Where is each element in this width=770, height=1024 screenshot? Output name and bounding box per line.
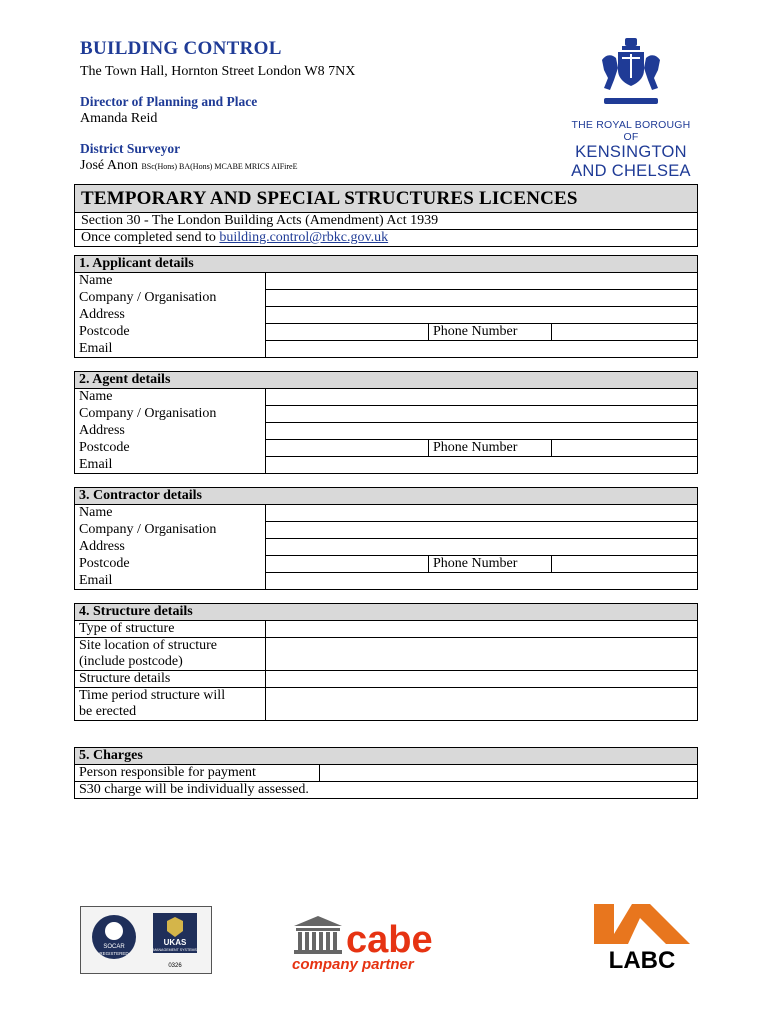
applicant-address-field[interactable]	[266, 307, 698, 324]
charges-person-label: Person responsible for payment	[75, 765, 320, 782]
charges-table	[74, 747, 698, 799]
structure-site-line2: (include postcode)	[79, 654, 183, 669]
contractor-email-label: Email	[75, 573, 266, 590]
structure-details-field[interactable]	[266, 671, 698, 688]
rbkc-line1: THE ROYAL BOROUGH OF	[571, 119, 691, 143]
cabe-logo	[290, 910, 460, 972]
contractor-company-field[interactable]	[266, 522, 698, 539]
contractor-postcode-label: Postcode	[75, 556, 266, 573]
agent-postcode-label: Postcode	[75, 440, 266, 457]
structure-site-field[interactable]	[266, 638, 698, 671]
structure-site-label	[75, 638, 266, 671]
agent-company-label: Company / Organisation	[75, 406, 266, 423]
director-title: Director of Planning and Place	[80, 94, 258, 109]
rbkc-line3: AND CHELSEA	[571, 162, 691, 180]
structure-site-line1: Site location of structure	[79, 638, 218, 653]
structure-type-field[interactable]	[266, 621, 698, 638]
charges-person-field[interactable]	[320, 765, 698, 782]
agent-heading: 2. Agent details	[75, 372, 698, 389]
contractor-email-field[interactable]	[266, 573, 698, 590]
applicant-heading: 1. Applicant details	[75, 256, 698, 273]
applicant-name-field[interactable]	[266, 273, 698, 290]
contractor-name-field[interactable]	[266, 505, 698, 522]
surveyor-name: José Anon	[80, 158, 138, 173]
contractor-phone-field[interactable]	[552, 556, 698, 573]
coat-of-arms-icon	[596, 36, 666, 110]
contractor-name-label: Name	[75, 505, 266, 522]
agent-company-field[interactable]	[266, 406, 698, 423]
applicant-phone-field[interactable]	[552, 324, 698, 341]
labc-roof-icon	[592, 902, 692, 972]
structure-time-label	[75, 688, 266, 721]
form-title-box	[74, 184, 698, 247]
charges-note: S30 charge will be individually assessed.	[75, 782, 698, 799]
applicant-name-label: Name	[75, 273, 266, 290]
agent-address-field[interactable]	[266, 423, 698, 440]
applicant-email-label: Email	[75, 341, 266, 358]
org-address: The Town Hall, Hornton Street London W8 7NX	[80, 64, 356, 79]
form-title: TEMPORARY AND SPECIAL STRUCTURES LICENCES	[75, 185, 697, 212]
email-link[interactable]: building.control@rbkc.gov.uk	[219, 230, 389, 245]
cabe-word: cabe	[346, 919, 433, 961]
org-title: BUILDING CONTROL	[80, 38, 282, 59]
applicant-phone-label: Phone Number	[429, 324, 552, 341]
ukas-text4: MANAGEMENT SYSTEMS	[153, 948, 197, 952]
ukas-text2: REGISTERED	[99, 951, 129, 956]
header-block	[80, 38, 500, 174]
applicant-postcode-label: Postcode	[75, 324, 266, 341]
structure-details-label: Structure details	[75, 671, 266, 688]
applicant-table	[74, 255, 698, 358]
director-name: Amanda Reid	[80, 111, 158, 126]
send-prefix: Once completed send to	[81, 230, 220, 245]
contractor-address-field[interactable]	[266, 539, 698, 556]
agent-name-label: Name	[75, 389, 266, 406]
ukas-logo	[80, 906, 212, 974]
contractor-postcode-field[interactable]	[266, 556, 429, 573]
contractor-heading: 3. Contractor details	[75, 488, 698, 505]
surveyor-quals: BSc(Hons) BA(Hons) MCABE MRICS AIFireE	[141, 162, 298, 171]
applicant-postcode-field[interactable]	[266, 324, 429, 341]
form-subtitle: Section 30 - The London Building Acts (Amendment) Act 1939	[75, 212, 697, 229]
surveyor-title: District Surveyor	[80, 141, 181, 156]
cabe-sub: company partner	[292, 956, 414, 972]
labc-word: LABC	[608, 947, 676, 972]
agent-phone-label: Phone Number	[429, 440, 552, 457]
cabe-building-icon	[290, 910, 460, 972]
contractor-company-label: Company / Organisation	[75, 522, 266, 539]
surveyor-line	[80, 158, 500, 174]
applicant-company-field[interactable]	[266, 290, 698, 307]
ukas-text5: 0326	[168, 963, 182, 969]
charges-heading: 5. Charges	[75, 748, 698, 765]
applicant-address-label: Address	[75, 307, 266, 324]
rbkc-line2: KENSINGTON	[575, 143, 687, 161]
agent-phone-field[interactable]	[552, 440, 698, 457]
agent-name-field[interactable]	[266, 389, 698, 406]
agent-table	[74, 371, 698, 474]
structure-heading: 4. Structure details	[75, 604, 698, 621]
agent-address-label: Address	[75, 423, 266, 440]
ukas-badge-icon	[81, 907, 211, 973]
ukas-text3: UKAS	[163, 938, 187, 947]
contractor-phone-label: Phone Number	[429, 556, 552, 573]
agent-email-field[interactable]	[266, 457, 698, 474]
ukas-text1: SOCAR	[103, 944, 125, 950]
contractor-address-label: Address	[75, 539, 266, 556]
send-instruction	[75, 229, 697, 246]
applicant-email-field[interactable]	[266, 341, 698, 358]
structure-table	[74, 603, 698, 721]
agent-postcode-field[interactable]	[266, 440, 429, 457]
applicant-company-label: Company / Organisation	[75, 290, 266, 307]
agent-email-label: Email	[75, 457, 266, 474]
structure-time-line1: Time period structure will	[79, 688, 226, 703]
structure-time-line2: be erected	[79, 704, 137, 719]
labc-logo	[592, 902, 692, 972]
rbkc-logo	[566, 36, 696, 181]
structure-type-label: Type of structure	[75, 621, 266, 638]
structure-time-field[interactable]	[266, 688, 698, 721]
contractor-table	[74, 487, 698, 590]
